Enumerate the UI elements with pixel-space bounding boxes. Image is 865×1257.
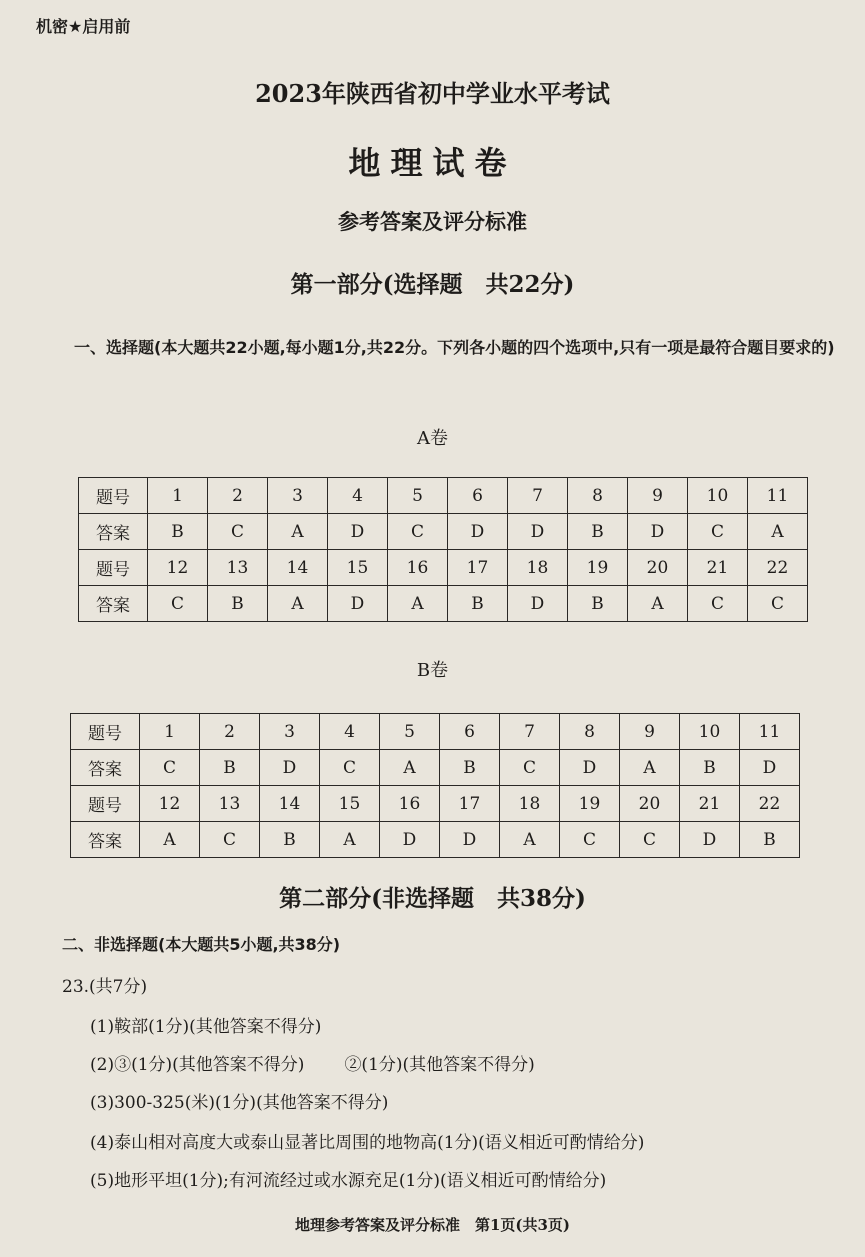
table-cell: 17 — [448, 550, 508, 586]
table-cell: 7 — [500, 714, 560, 750]
table-cell: D — [260, 750, 320, 786]
table-cell: A — [500, 822, 560, 858]
table-cell: B — [568, 586, 628, 622]
table-cell: 3 — [260, 714, 320, 750]
table-row — [79, 550, 808, 586]
paper-b-answer-table — [70, 713, 800, 858]
table-cell: 22 — [740, 786, 800, 822]
part2-title: 第二部分(非选择题 共38分) — [279, 885, 586, 912]
table-cell: B — [680, 750, 740, 786]
table-row — [79, 478, 808, 514]
page-footer: 地理参考答案及评分标准 第1页(共3页) — [294, 1216, 571, 1234]
table-cell: C — [500, 750, 560, 786]
table-cell: D — [508, 514, 568, 550]
table-cell: C — [208, 514, 268, 550]
table-cell: B — [448, 586, 508, 622]
table-cell: A — [380, 750, 440, 786]
table-cell: 10 — [688, 478, 748, 514]
table-cell: B — [440, 750, 500, 786]
table-cell: 14 — [260, 786, 320, 822]
q23-answer-3: (3)300-325(米)(1分)(其他答案不得分) — [90, 1093, 389, 1113]
table-cell: D — [328, 586, 388, 622]
q23-answer-1: (1)鞍部(1分)(其他答案不得分) — [90, 1017, 322, 1037]
table-cell: 7 — [508, 478, 568, 514]
table-cell: 16 — [388, 550, 448, 586]
table-cell: D — [628, 514, 688, 550]
table-cell: 5 — [388, 478, 448, 514]
q23-answer-2 — [90, 1050, 535, 1075]
table-cell: D — [508, 586, 568, 622]
table-cell: D — [328, 514, 388, 550]
table-cell: 19 — [568, 550, 628, 586]
q23-answer-2-a: (2)③(1分)(其他答案不得分) — [90, 1055, 305, 1075]
table-cell: 1 — [148, 478, 208, 514]
table-cell: 18 — [508, 550, 568, 586]
table-cell: 11 — [740, 714, 800, 750]
paper-a-label: A卷 — [417, 428, 448, 449]
row-header-cell: 题号 — [79, 478, 148, 514]
table-cell: C — [688, 586, 748, 622]
table-cell: C — [620, 822, 680, 858]
table-row — [71, 786, 800, 822]
table-cell: 4 — [328, 478, 388, 514]
table-cell: 6 — [448, 478, 508, 514]
table-cell: 16 — [380, 786, 440, 822]
table-cell: A — [320, 822, 380, 858]
table-cell: 22 — [748, 550, 808, 586]
instructions-text: 一、选择题(本大题共22小题,每小题1分,共22分。下列各小题的四个选项中,只有一项是最符合题目要求的) — [74, 338, 835, 357]
table-cell: 2 — [208, 478, 268, 514]
table-row — [79, 586, 808, 622]
question-23-heading: 23.(共7分) — [62, 977, 148, 997]
table-cell: C — [560, 822, 620, 858]
table-cell: C — [388, 514, 448, 550]
table-cell: 21 — [688, 550, 748, 586]
row-header-cell: 题号 — [79, 550, 148, 586]
row-header-cell: 答案 — [71, 822, 140, 858]
table-cell: 8 — [568, 478, 628, 514]
q23-answer-2-b: ②(1分)(其他答案不得分) — [344, 1055, 535, 1075]
table-cell: A — [388, 586, 448, 622]
part1-instructions — [60, 332, 850, 364]
table-row — [79, 514, 808, 550]
row-header-cell: 答案 — [71, 750, 140, 786]
exam-title: 2023年陕西省初中学业水平考试 — [255, 79, 610, 108]
table-cell: 2 — [200, 714, 260, 750]
row-header-cell: 答案 — [79, 514, 148, 550]
table-cell: D — [560, 750, 620, 786]
table-cell: 15 — [320, 786, 380, 822]
table-row — [71, 714, 800, 750]
table-cell: C — [148, 586, 208, 622]
table-cell: C — [140, 750, 200, 786]
paper-a-answer-table — [78, 477, 808, 622]
table-cell: 10 — [680, 714, 740, 750]
table-cell: C — [320, 750, 380, 786]
table-cell: D — [440, 822, 500, 858]
table-cell: 4 — [320, 714, 380, 750]
part1-title: 第一部分(选择题 共22分) — [290, 271, 575, 298]
paper-b-label: B卷 — [416, 660, 449, 681]
table-cell: D — [380, 822, 440, 858]
q23-answer-4: (4)泰山相对高度大或泰山显著比周围的地物高(1分)(语义相近可酌情给分) — [90, 1133, 645, 1153]
table-cell: D — [448, 514, 508, 550]
table-cell: A — [748, 514, 808, 550]
subject-title: 地理试卷 — [348, 144, 517, 182]
table-cell: 1 — [140, 714, 200, 750]
table-cell: 8 — [560, 714, 620, 750]
table-cell: C — [200, 822, 260, 858]
table-cell: A — [268, 586, 328, 622]
row-header-cell: 题号 — [71, 786, 140, 822]
table-cell: 13 — [208, 550, 268, 586]
table-row — [71, 822, 800, 858]
table-cell: 9 — [628, 478, 688, 514]
table-cell: A — [268, 514, 328, 550]
q23-answer-5: (5)地形平坦(1分);有河流经过或水源充足(1分)(语义相近可酌情给分) — [90, 1171, 607, 1191]
table-cell: 11 — [748, 478, 808, 514]
table-cell: 17 — [440, 786, 500, 822]
table-cell: 9 — [620, 714, 680, 750]
table-cell: B — [260, 822, 320, 858]
table-row — [71, 750, 800, 786]
table-cell: 21 — [680, 786, 740, 822]
table-cell: 15 — [328, 550, 388, 586]
row-header-cell: 题号 — [71, 714, 140, 750]
table-cell: A — [628, 586, 688, 622]
table-cell: D — [680, 822, 740, 858]
table-cell: 19 — [560, 786, 620, 822]
document-title: 参考答案及评分标准 — [338, 209, 527, 234]
table-cell: D — [740, 750, 800, 786]
table-cell: B — [568, 514, 628, 550]
table-cell: 14 — [268, 550, 328, 586]
table-cell: A — [620, 750, 680, 786]
row-header-cell: 答案 — [79, 586, 148, 622]
table-cell: 12 — [140, 786, 200, 822]
table-cell: 12 — [148, 550, 208, 586]
table-cell: 6 — [440, 714, 500, 750]
confidential-label: 机密★启用前 — [36, 17, 131, 36]
table-cell: 20 — [620, 786, 680, 822]
table-cell: 18 — [500, 786, 560, 822]
table-cell: B — [740, 822, 800, 858]
table-cell: B — [148, 514, 208, 550]
table-cell: B — [200, 750, 260, 786]
table-cell: B — [208, 586, 268, 622]
table-cell: 5 — [380, 714, 440, 750]
part2-section-heading: 二、非选择题(本大题共5小题,共38分) — [62, 935, 341, 954]
table-cell: 20 — [628, 550, 688, 586]
table-cell: 3 — [268, 478, 328, 514]
table-cell: C — [688, 514, 748, 550]
table-cell: C — [748, 586, 808, 622]
table-cell: A — [140, 822, 200, 858]
table-cell: 13 — [200, 786, 260, 822]
